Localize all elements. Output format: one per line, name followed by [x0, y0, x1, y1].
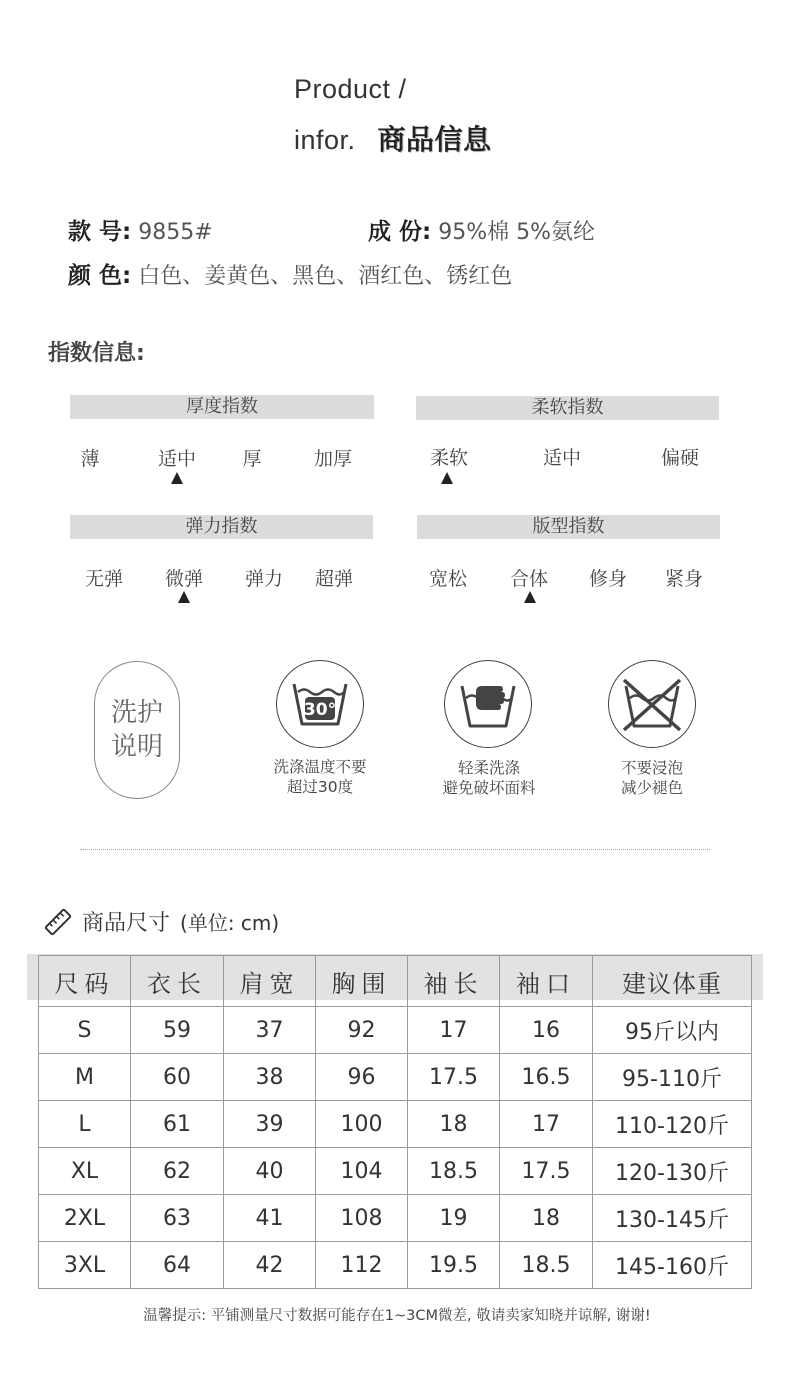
- table-header-shoulder: 肩宽: [224, 956, 316, 1007]
- table-cell: 62: [131, 1148, 224, 1195]
- elasticity-option-none: 无弹: [84, 568, 124, 590]
- table-cell: S: [39, 1007, 131, 1054]
- care-label-line1: 洗护: [110, 698, 163, 728]
- table-cell: 59: [131, 1007, 224, 1054]
- care-item-2-line2: 避免破坏面料: [442, 779, 536, 797]
- table-cell: 38: [224, 1054, 316, 1101]
- table-cell: 18.5: [500, 1242, 593, 1289]
- table-cell: 2XL: [39, 1195, 131, 1242]
- fit-option-tight: 紧身: [664, 568, 704, 590]
- page-title: 商品信息: [377, 124, 492, 155]
- table-cell: 18: [500, 1195, 593, 1242]
- table-cell: 17: [408, 1007, 500, 1054]
- table-cell: 3XL: [39, 1242, 131, 1289]
- table-header-chest: 胸围: [316, 956, 408, 1007]
- size-table-header-row: [39, 956, 752, 1007]
- care-item-3-line2: 减少褪色: [620, 779, 684, 797]
- table-cell: 40: [224, 1148, 316, 1195]
- softness-selected-marker-icon: [441, 472, 453, 484]
- care-item-no-soak-text: [621, 758, 683, 798]
- fit-option-regular: 合体: [509, 568, 549, 590]
- table-cell: 63: [131, 1195, 224, 1242]
- table-cell: 145-160斤: [593, 1242, 752, 1289]
- thickness-option-thick: 厚: [242, 448, 262, 470]
- table-cell: 17: [500, 1101, 593, 1148]
- table-cell: L: [39, 1101, 131, 1148]
- table-cell: 104: [316, 1148, 408, 1195]
- table-row: [39, 1148, 752, 1195]
- table-cell: 17.5: [500, 1148, 593, 1195]
- table-header-weight: 建议体重: [593, 956, 752, 1007]
- table-row: [39, 1054, 752, 1101]
- table-header-size: 尺码: [39, 956, 131, 1007]
- size-title-text: 商品尺寸: [82, 911, 171, 936]
- table-cell: 16.5: [500, 1054, 593, 1101]
- care-item-2-line1: 轻柔洗涤: [457, 759, 521, 777]
- color-label: 颜 色:: [68, 263, 132, 289]
- care-item-1-line2: 超过30度: [286, 778, 354, 796]
- material-label: 成 份:: [368, 219, 432, 245]
- care-item-1-line1: 洗涤温度不要: [273, 758, 367, 776]
- size-unit-text: (单位: cm): [180, 911, 280, 935]
- ruler-icon: [44, 908, 72, 936]
- table-cell: 17.5: [408, 1054, 500, 1101]
- fit-index-header: 版型指数: [417, 515, 720, 539]
- table-cell: 18: [408, 1101, 500, 1148]
- table-cell: 16: [500, 1007, 593, 1054]
- style-number-value: 9855#: [138, 220, 213, 245]
- do-not-soak-icon: [608, 660, 696, 748]
- wash-temperature-label: 30°: [303, 700, 337, 720]
- color-row: [68, 257, 512, 290]
- thickness-option-extra-thick: 加厚: [313, 448, 353, 470]
- table-cell: 108: [316, 1195, 408, 1242]
- table-cell: 37: [224, 1007, 316, 1054]
- wash-30-degree-icon: [276, 660, 364, 748]
- thickness-option-medium: 适中: [157, 448, 197, 470]
- thickness-index-header: 厚度指数: [70, 395, 374, 419]
- table-cell: 100: [316, 1101, 408, 1148]
- care-item-hand-wash-text: [442, 758, 535, 798]
- table-cell: 95-110斤: [593, 1054, 752, 1101]
- table-cell: 110-120斤: [593, 1101, 752, 1148]
- table-cell: 60: [131, 1054, 224, 1101]
- table-header-cuff: 袖口: [500, 956, 593, 1007]
- elasticity-option-slight: 微弹: [164, 568, 204, 590]
- hand-wash-icon: [444, 660, 532, 748]
- table-cell: 96: [316, 1054, 408, 1101]
- table-cell: 42: [224, 1242, 316, 1289]
- color-value: 白色、姜黄色、黑色、酒红色、锈红色: [138, 264, 513, 289]
- softness-option-medium: 适中: [542, 447, 582, 469]
- table-cell: 112: [316, 1242, 408, 1289]
- table-cell: 92: [316, 1007, 408, 1054]
- header-product: Product /: [294, 74, 407, 104]
- elasticity-option-super: 超弹: [314, 568, 354, 590]
- table-cell: M: [39, 1054, 131, 1101]
- table-cell: 95斤以内: [593, 1007, 752, 1054]
- table-header-sleeve-length: 袖长: [408, 956, 500, 1007]
- size-table: [38, 955, 752, 1289]
- care-instructions-label: [94, 661, 180, 799]
- elasticity-index-header: 弹力指数: [70, 515, 373, 539]
- header-infor: [294, 118, 492, 158]
- size-section-title: [44, 906, 279, 937]
- table-cell: 64: [131, 1242, 224, 1289]
- table-header-length: 衣长: [131, 956, 224, 1007]
- table-cell: 61: [131, 1101, 224, 1148]
- thickness-option-thin: 薄: [80, 448, 100, 470]
- table-cell: 130-145斤: [593, 1195, 752, 1242]
- care-item-3-line1: 不要浸泡: [620, 759, 684, 777]
- table-row: [39, 1007, 752, 1054]
- thickness-selected-marker-icon: [171, 472, 183, 484]
- elasticity-option-stretch: 弹力: [244, 568, 284, 590]
- table-cell: 19.5: [408, 1242, 500, 1289]
- material-value: 95%棉 5%氨纶: [438, 220, 596, 245]
- care-label-line2: 说明: [110, 732, 163, 762]
- measurement-note: 温馨提示: 平铺测量尺寸数据可能存在1~3CM微差, 敬请卖家知晓并谅解, 谢谢!: [143, 1308, 651, 1324]
- softness-option-stiff: 偏硬: [660, 447, 700, 469]
- table-cell: 39: [224, 1101, 316, 1148]
- table-cell: 120-130斤: [593, 1148, 752, 1195]
- table-cell: 41: [224, 1195, 316, 1242]
- fit-option-slim: 修身: [588, 568, 628, 590]
- elasticity-selected-marker-icon: [178, 591, 190, 603]
- material-row: [368, 213, 595, 246]
- table-row: [39, 1195, 752, 1242]
- fit-selected-marker-icon: [524, 591, 536, 603]
- header-infor-text: infor.: [294, 125, 356, 155]
- section-divider: [80, 849, 710, 850]
- softness-option-soft: 柔软: [429, 447, 469, 469]
- table-row: [39, 1101, 752, 1148]
- style-number-label: 款 号:: [68, 219, 132, 245]
- care-item-wash-temp-text: [273, 757, 366, 797]
- fit-option-loose: 宽松: [428, 568, 468, 590]
- table-cell: 18.5: [408, 1148, 500, 1195]
- table-cell: 19: [408, 1195, 500, 1242]
- table-row: [39, 1242, 752, 1289]
- table-cell: XL: [39, 1148, 131, 1195]
- style-number-row: [68, 213, 213, 246]
- softness-index-header: 柔软指数: [416, 396, 719, 420]
- index-section-title: 指数信息:: [48, 341, 145, 366]
